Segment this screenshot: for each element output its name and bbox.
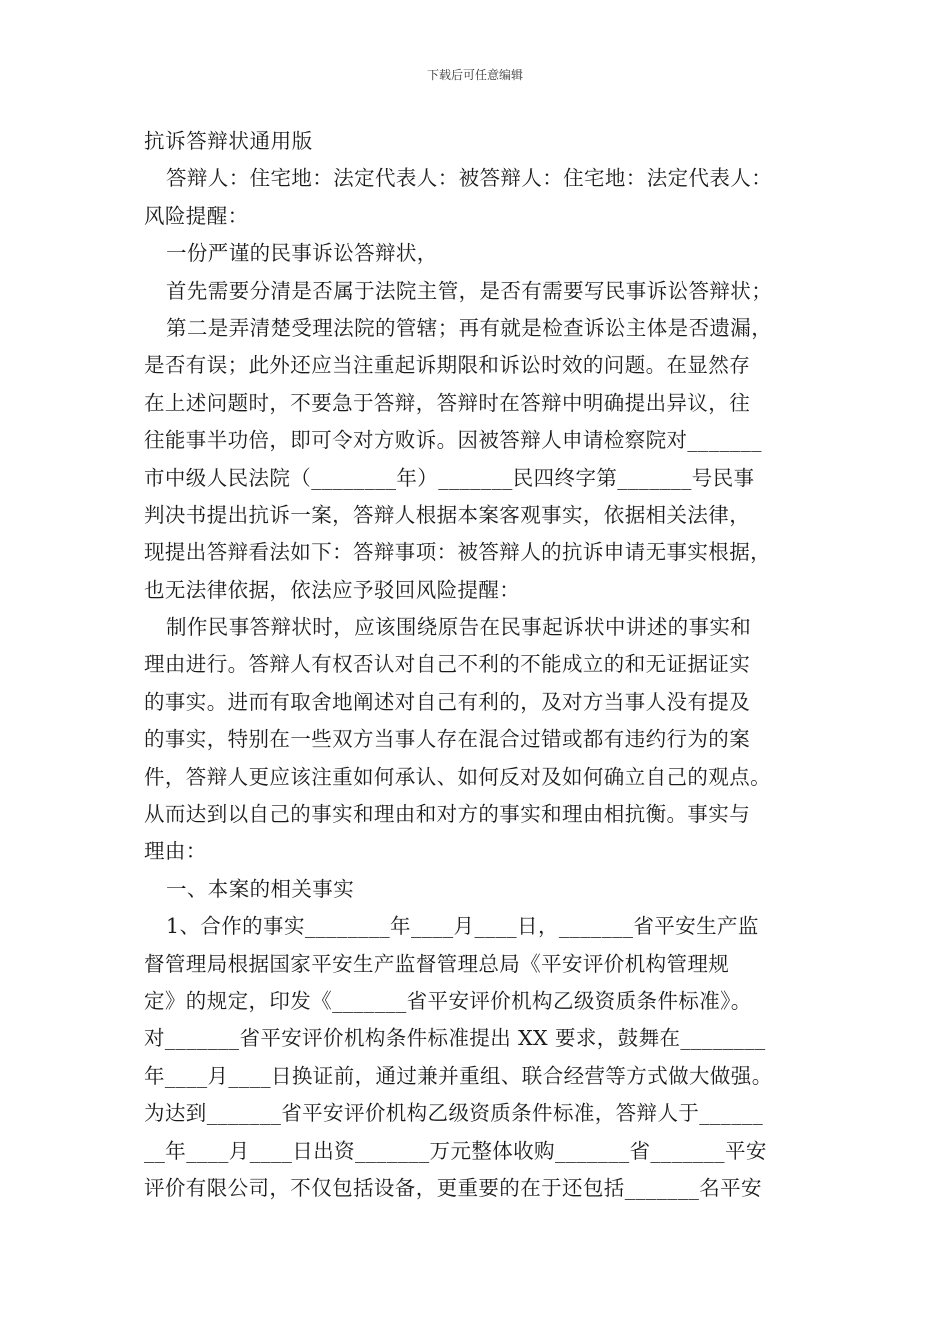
text-line: 从而达到以自己的事实和理由和对方的事实和理由相抗衡。事实与: [144, 802, 751, 827]
text-line: 理由进行。答辩人有权否认对自己不利的不能成立的和无证据证实: [144, 652, 751, 677]
text-line: 件，答辩人更应该注重如何承认、如何反对及如何确立自己的观点。: [144, 764, 771, 789]
text-line: __年____月____日出资_______万元整体收购_______省_______平安: [144, 1138, 767, 1163]
text-line: 答辩人：住宅地：法定代表人：被答辩人：住宅地：法定代表人：: [166, 166, 773, 191]
text-line: 理由：: [144, 839, 207, 864]
text-line: 的事实。进而有取舍地阐述对自己有利的，及对方当事人没有提及: [144, 689, 751, 714]
text-line: 也无法律依据，依法应予驳回风险提醒：: [144, 577, 521, 602]
text-line: 往能事半功倍，即可令对方败诉。因被答辩人申请检察院对_______: [144, 428, 762, 453]
text-line: 一份严谨的民事诉讼答辩状，: [166, 241, 438, 266]
document-body: [144, 123, 826, 1207]
text-line: 评价有限公司，不仅包括设备，更重要的在于还包括_______名平安: [144, 1175, 762, 1200]
text-line: 市中级人民法院（________年）_______民四终字第_______号民事: [144, 465, 755, 490]
text-line: 首先需要分清是否属于法院主管，是否有需要写民事诉讼答辩状；: [166, 278, 773, 303]
text-line: 一、本案的相关事实: [166, 876, 355, 901]
text-line: 1、合作的事实________年____月____日，_______省平安生产监: [166, 914, 759, 939]
page-header: 下载后可任意编辑: [426, 68, 523, 82]
text-line: 年____月____日换证前，通过兼并重组、联合经营等方式做大做强。: [144, 1063, 773, 1088]
text-line: 定》的规定，印发《_______省平安评价机构乙级资质条件标准》。: [144, 988, 752, 1013]
document-title: 抗诉答辩状通用版: [144, 129, 313, 153]
text-line: 是否有误；此外还应当注重起诉期限和诉讼时效的问题。在显然存: [144, 353, 751, 378]
text-line: 的事实，特别在一些双方当事人存在混合过错或都有违约行为的案: [144, 727, 751, 752]
paragraph-lines: [144, 160, 826, 1207]
text-line: 现提出答辩看法如下：答辩事项：被答辩人的抗诉申请无事实根据，: [144, 540, 771, 565]
text-line: 制作民事答辩状时，应该围绕原告在民事起诉状中讲述的事实和: [166, 615, 752, 640]
text-line: 判决书提出抗诉一案，答辩人根据本案客观事实，依据相关法律，: [144, 502, 751, 527]
text-line: 为达到_______省平安评价机构乙级资质条件标准，答辩人于______: [144, 1101, 764, 1126]
text-line: 在上述问题时，不要急于答辩，答辩时在答辩中明确提出异议，往: [144, 390, 751, 415]
text-line: 对_______省平安评价机构条件标准提出 XX 要求，鼓舞在________: [144, 1026, 766, 1051]
text-line: 督管理局根据国家平安生产监督管理总局《平安评价机构管理规: [144, 951, 730, 976]
text-line: 第二是弄清楚受理法院的管辖；再有就是检查诉讼主体是否遗漏，: [166, 315, 773, 340]
text-line: 风险提醒：: [144, 203, 249, 228]
